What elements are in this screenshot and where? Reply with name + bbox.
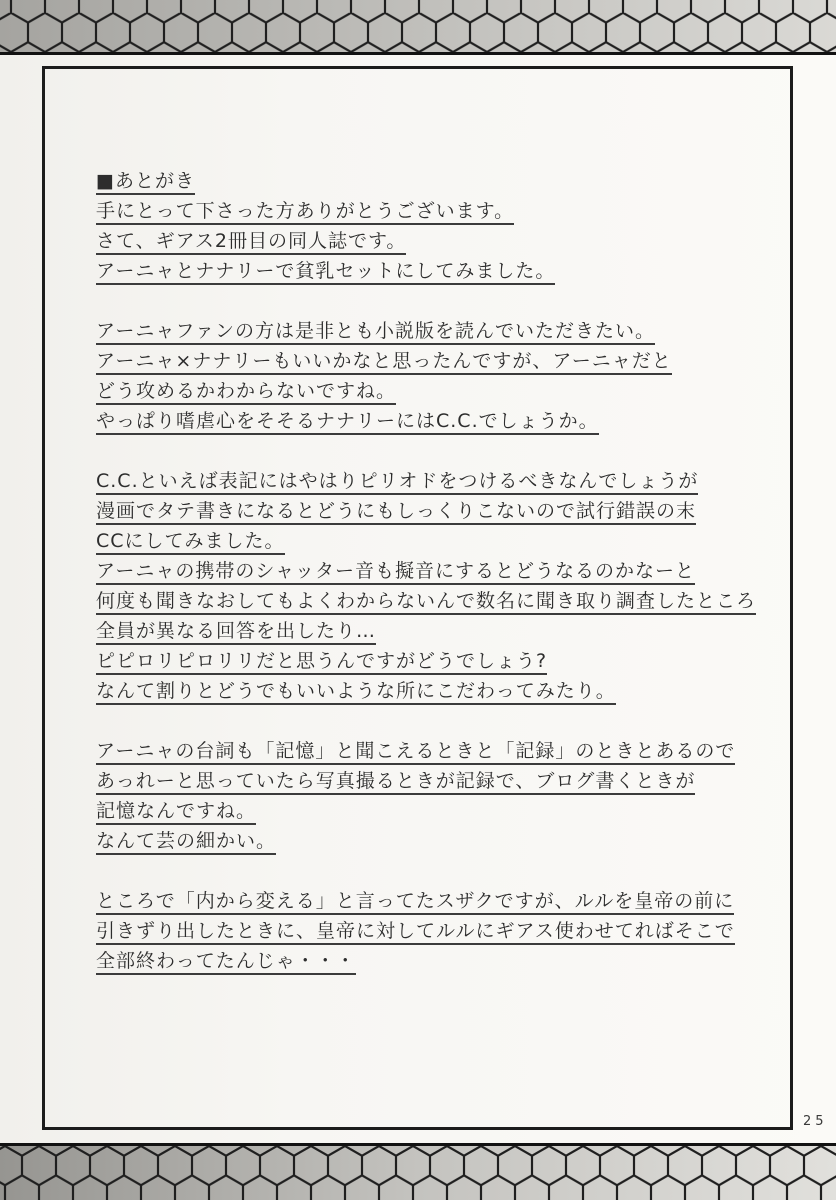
text-line-content: 手にとって下さった方ありがとうございます。	[96, 200, 514, 225]
text-line-content: CCにしてみました。	[96, 530, 285, 555]
paragraph	[96, 736, 786, 856]
text-line-content: アーニャとナナリーで貧乳セットにしてみました。	[96, 260, 555, 285]
text-line	[96, 766, 786, 796]
paragraph	[96, 316, 786, 436]
text-line	[96, 826, 786, 856]
paragraph	[96, 166, 786, 286]
text-line-content: 漫画でタテ書きになるとどうにもしっくりこないので試行錯誤の末	[96, 500, 696, 525]
text-line-content: なんて芸の細かい。	[96, 830, 276, 855]
text-line	[96, 406, 786, 436]
text-line-content: 全部終わってたんじゃ・・・	[96, 950, 356, 975]
text-line-content: ところで「内から変える」と言ってたスザクですが、ルルを皇帝の前に	[96, 890, 734, 915]
text-line	[96, 556, 786, 586]
text-line-content: 引きずり出したときに、皇帝に対してルルにギアス使わせてればそこで	[96, 920, 735, 945]
text-line-content: ■あとがき	[96, 170, 195, 195]
text-line	[96, 886, 786, 916]
text-line-content: なんて割りとどうでもいいような所にこだわってみたり。	[96, 680, 616, 705]
page-number: 25	[803, 1114, 828, 1129]
text-line	[96, 946, 786, 976]
text-line-content: あっれーと思っていたら写真撮るときが記録で、ブログ書くときが	[96, 770, 695, 795]
text-line-content: ピピロリピロリリだと思うんですがどうでしょう?	[96, 650, 547, 675]
text-line	[96, 226, 786, 256]
text-line	[96, 346, 786, 376]
text-line	[96, 496, 786, 526]
honeycomb-pattern	[0, 0, 836, 55]
text-line	[96, 376, 786, 406]
afterword-text	[96, 166, 786, 1006]
text-line	[96, 166, 786, 196]
separator-line	[0, 1143, 836, 1146]
text-line	[96, 586, 786, 616]
text-line-content: アーニャの携帯のシャッター音も擬音にするとどうなるのかなーと	[96, 560, 695, 585]
text-line	[96, 736, 786, 766]
text-line	[96, 616, 786, 646]
text-line-content: やっぱり嗜虐心をそそるナナリーにはC.C.でしょうか。	[96, 410, 599, 435]
text-line-content: さて、ギアス2冊目の同人誌です。	[96, 230, 406, 255]
text-line-content: どう攻めるかわからないですね。	[96, 380, 396, 405]
text-line	[96, 256, 786, 286]
honeycomb-border-bottom	[0, 1143, 836, 1200]
text-line-content: 全員が異なる回答を出したり…	[96, 620, 376, 645]
text-line	[96, 676, 786, 706]
text-line	[96, 316, 786, 346]
text-line-content: C.C.といえば表記にはやはりピリオドをつけるべきなんでしょうが	[96, 470, 698, 495]
text-line	[96, 466, 786, 496]
text-line	[96, 796, 786, 826]
text-line	[96, 916, 786, 946]
text-line-content: アーニャファンの方は是非とも小説版を読んでいただきたい。	[96, 320, 655, 345]
text-line-content: 記憶なんですね。	[96, 800, 256, 825]
separator-line	[0, 52, 836, 55]
paragraph	[96, 466, 786, 706]
honeycomb-pattern	[0, 1143, 836, 1200]
text-line	[96, 196, 786, 226]
text-line	[96, 646, 786, 676]
text-line-content: アーニャの台詞も「記憶」と聞こえるときと「記録」のときとあるので	[96, 740, 735, 765]
paragraph	[96, 886, 786, 976]
text-line	[96, 526, 786, 556]
text-line-content: 何度も聞きなおしてもよくわからないんで数名に聞き取り調査したところ	[96, 590, 756, 615]
text-line-content: アーニャ×ナナリーもいいかなと思ったんですが、アーニャだと	[96, 350, 672, 375]
honeycomb-border-top	[0, 0, 836, 55]
